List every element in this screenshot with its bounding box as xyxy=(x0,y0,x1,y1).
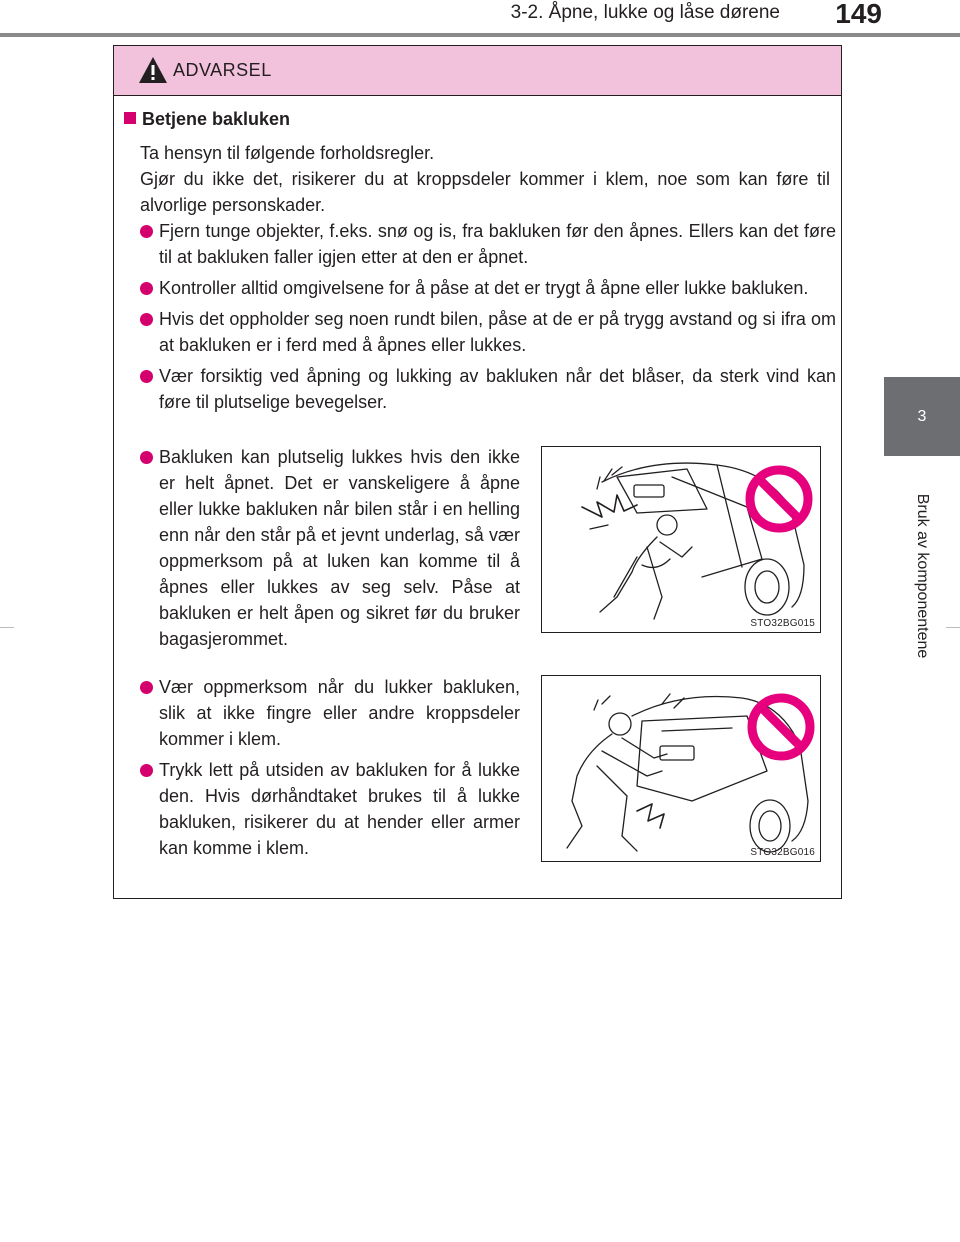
header-rule xyxy=(0,33,960,37)
bullet-dot-icon xyxy=(140,764,153,777)
crop-mark-left xyxy=(0,627,14,628)
bullet-text: Kontroller alltid omgivelsene for å påse at det er trygt å åpne eller lukke bakluken. xyxy=(159,278,809,298)
bullet-item xyxy=(140,306,836,358)
warning-triangle-icon xyxy=(138,55,168,85)
chapter-title: Bruk av komponentene xyxy=(914,493,931,659)
section-square-icon xyxy=(124,112,136,124)
intro-line: Gjør du ikke det, risikerer du at kroppsdeler kommer i klem, noe som kan føre til alvorlige personskader. xyxy=(140,169,830,215)
bullet-dot-icon xyxy=(140,282,153,295)
bullet-text: Bakluken kan plutselig lukkes hvis den ikke er helt åpnet. Det er vanskeligere å åpne eller lukke bakluken når bilen står i en helling enn når den står på et jevnt underlag, så vær oppmerksom på at luken kan komme til å åpnes eller lukkes av seg selv. Påse at bakluken er helt åpen og sikret før du bruker bagasjerommet. xyxy=(159,447,520,649)
bullet-item xyxy=(140,757,520,861)
bullet-item xyxy=(140,275,836,301)
bullet-text: Fjern tunge objekter, f.eks. snø og is, fra bakluken før den åpnes. Ellers kan det føre til at bakluken faller igjen etter at den er åpnet. xyxy=(159,221,836,267)
figure-code: STO32BG015 xyxy=(750,618,815,629)
figure-tailgate-closing xyxy=(541,446,821,633)
warning-header xyxy=(114,46,841,96)
prohibited-icon xyxy=(750,470,808,528)
chapter-tab: 3 xyxy=(884,377,960,456)
bullet-dot-icon xyxy=(140,313,153,326)
bullet-item xyxy=(140,674,520,752)
figure-bullet-list-2 xyxy=(140,674,520,866)
bullet-dot-icon xyxy=(140,225,153,238)
section-title-text: Betjene bakluken xyxy=(142,109,291,129)
intro-text xyxy=(140,140,830,218)
crop-mark-right xyxy=(946,627,960,628)
hand-pinch-illustration-icon xyxy=(542,676,821,862)
bullet-text: Trykk lett på utsiden av bakluken for å lukke den. Hvis dørhåndtaket brukes til å lukke bakluken, risikerer du at hender eller armer kan komme i klem. xyxy=(159,760,520,858)
tailgate-closing-illustration-icon xyxy=(542,447,821,633)
page-number: 149 xyxy=(835,0,882,29)
bullet-item xyxy=(140,444,520,652)
bullet-dot-icon xyxy=(140,370,153,383)
prohibited-icon xyxy=(752,698,810,756)
section-title xyxy=(124,109,290,130)
bullet-text: Hvis det oppholder seg noen rundt bilen, påse at de er på trygg avstand og si ifra om at bakluken er i ferd med å åpnes eller lukkes. xyxy=(159,309,836,355)
figure-code: STO32BG016 xyxy=(750,847,815,858)
intro-line: Ta hensyn til følgende forholdsregler. xyxy=(140,143,435,163)
figure-hand-pinch xyxy=(541,675,821,862)
bullet-text: Vær oppmerksom når du lukker bakluken, slik at ikke fingre eller andre kroppsdeler kommer i klem. xyxy=(159,677,520,749)
bullet-item xyxy=(140,218,836,270)
warning-label: ADVARSEL xyxy=(173,60,272,80)
chapter-title-wrap xyxy=(884,456,960,696)
bullet-item xyxy=(140,363,836,415)
bullet-dot-icon xyxy=(140,681,153,694)
bullet-text: Vær forsiktig ved åpning og lukking av bakluken når det blåser, da sterk vind kan føre til plutselige bevegelser. xyxy=(159,366,836,412)
bullet-dot-icon xyxy=(140,451,153,464)
figure-bullet-list-1 xyxy=(140,444,520,657)
running-header-section: 3-2. Åpne, lukke og låse dørene xyxy=(510,2,780,23)
warning-box xyxy=(113,45,842,899)
bullet-list xyxy=(140,218,836,420)
